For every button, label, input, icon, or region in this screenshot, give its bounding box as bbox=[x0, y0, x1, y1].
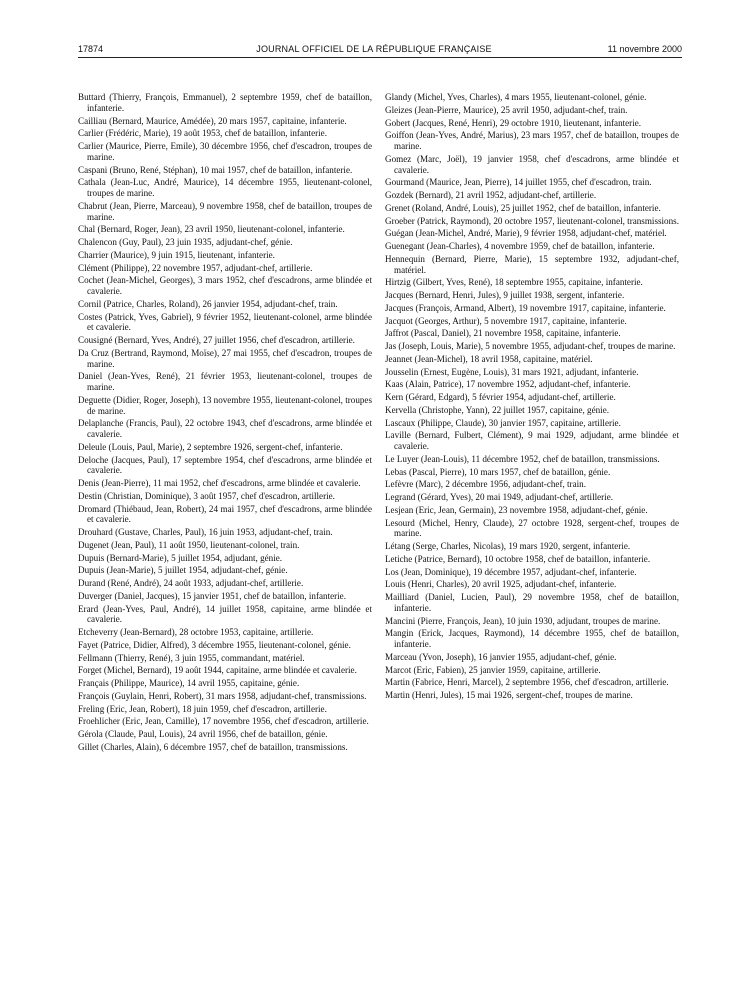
list-item: Kern (Gérard, Edgard), 5 février 1954, adjudant-chef, artillerie. bbox=[385, 392, 616, 402]
list-item: Chabrut (Jean, Pierre, Marceau), 9 novembre 1958, chef de bataillon, troupes de marine. bbox=[78, 200, 372, 222]
list-item: Glandy (Michel, Yves, Charles), 4 mars 1955, lieutenant-colonel, génie. bbox=[385, 92, 647, 102]
list-item: Jousselin (Ernest, Eugène, Louis), 31 mars 1921, adjudant, infanterie. bbox=[385, 366, 639, 377]
list-item: Mailliard (Daniel, Lucien, Paul), 29 novembre 1958, chef de bataillon, infanterie. bbox=[385, 592, 679, 613]
list-item: Martin (Henri, Jules), 15 mai 1926, sergent-chef, troupes de marine. bbox=[385, 690, 633, 700]
list-item: Duverger (Daniel, Jacques), 15 janvier 1951, chef de bataillon, infanterie. bbox=[78, 590, 346, 601]
list-item: Da Cruz (Bertrand, Raymond, Moïse), 27 mai 1955, chef d'escadron, troupes de marine. bbox=[78, 347, 372, 369]
list-item: Mangin (Erick, Jacques, Raymond), 14 décembre 1955, chef de bataillon, infanterie. bbox=[385, 628, 679, 649]
list-item: Guenegant (Jean-Charles), 4 novembre 1959, chef de bataillon, infanterie. bbox=[385, 241, 655, 251]
list-item: Etcheverry (Jean-Bernard), 28 octobre 1953, capitaine, artillerie. bbox=[78, 627, 314, 637]
list-item: Legrand (Gérard, Yves), 20 mai 1949, adjudant-chef, artillerie. bbox=[385, 492, 614, 502]
list-item: Forget (Michel, Bernard), 19 août 1944, capitaine, arme blindée et cavalerie. bbox=[78, 665, 357, 676]
list-item: François (Guylain, Henri, Robert), 31 mars 1958, adjudant-chef, transmissions. bbox=[78, 690, 367, 701]
list-item: Jacques (François, Armand, Albert), 19 novembre 1917, capitaine, infanterie. bbox=[385, 302, 666, 313]
list-item: Fellmann (Thierry, René), 3 juin 1955, commandant, matériel. bbox=[78, 652, 305, 663]
list-item: Denis (Jean-Pierre), 11 mai 1952, chef d'escadrons, arme blindée et cavalerie. bbox=[78, 478, 361, 488]
list-item: Chal (Bernard, Roger, Jean), 23 avril 1950, lieutenant-colonel, infanterie. bbox=[78, 224, 345, 235]
right-column bbox=[385, 92, 679, 703]
list-item: Carlier (Maurice, Pierre, Emile), 30 décembre 1956, chef d'escadron, troupes de marine. bbox=[78, 141, 372, 162]
list-item: Laville (Bernard, Fulbert, Clément), 9 mai 1929, adjudant, arme blindée et cavalerie. bbox=[385, 430, 679, 451]
page-number: 17874 bbox=[78, 44, 104, 54]
list-item: Cornil (Patrice, Charles, Roland), 26 janvier 1954, adjudant-chef, train. bbox=[78, 298, 338, 309]
list-item: Carlier (Frédéric, Marie), 19 août 1953, chef de bataillon, infanterie. bbox=[78, 128, 327, 139]
list-item: Cathala (Jean-Luc, André, Maurice), 14 décembre 1955, lieutenant-colonel, troupes de marine. bbox=[78, 177, 372, 198]
list-item: Lebas (Pascal, Pierre), 10 mars 1957, chef de bataillon, génie. bbox=[385, 466, 611, 477]
list-item: Gleizes (Jean-Pierre, Maurice), 25 avril 1950, adjudant-chef, train. bbox=[385, 104, 628, 115]
list-item: Hirtzig (Gilbert, Yves, René), 18 septembre 1955, capitaine, infanterie. bbox=[385, 277, 643, 288]
list-item: Durand (René, André), 24 août 1933, adjudant-chef, artillerie. bbox=[78, 578, 304, 588]
list-item: Marcot (Eric, Fabien), 25 janvier 1959, capitaine, artillerie. bbox=[385, 664, 601, 675]
list-item: Gérola (Claude, Paul, Louis), 24 avril 1956, chef de bataillon, génie. bbox=[78, 729, 328, 739]
list-item: Hennequin (Bernard, Pierre, Marie), 15 septembre 1932, adjudant-chef, matériel. bbox=[385, 253, 679, 275]
list-item: Deloche (Jacques, Paul), 17 septembre 1954, chef d'escadrons, arme blindée et cavalerie. bbox=[78, 454, 372, 476]
list-item: Chalencon (Guy, Paul), 23 juin 1935, adjudant-chef, génie. bbox=[78, 237, 293, 247]
list-item: Dupuis (Bernard-Marie), 5 juillet 1954, adjudant, génie. bbox=[78, 552, 283, 563]
list-item: Jaffrot (Pascal, Daniel), 21 novembre 1958, capitaine, infanterie. bbox=[385, 328, 621, 339]
list-item: Cailliau (Bernard, Maurice, Amédée), 20 mars 1957, capitaine, infanterie. bbox=[78, 115, 347, 126]
list-item: Fayet (Patrice, Didier, Alfred), 3 décembre 1955, lieutenant-colonel, génie. bbox=[78, 639, 351, 650]
page-header bbox=[0, 0, 748, 60]
list-item: Mancini (Pierre, François, Jean), 10 juin 1930, adjudant, troupes de marine. bbox=[385, 615, 661, 626]
list-item: Deguette (Didier, Roger, Joseph), 13 novembre 1955, lieutenant-colonel, troupes de marine. bbox=[78, 394, 372, 416]
list-item: Buttard (Thierry, François, Emmanuel), 2 septembre 1959, chef de bataillon, infanterie. bbox=[78, 92, 372, 113]
journal-title: JOURNAL OFFICIEL DE LA RÉPUBLIQUE FRANÇAISE bbox=[256, 44, 492, 54]
list-item: Lesourd (Michel, Henry, Claude), 27 octobre 1928, sergent-chef, troupes de marine. bbox=[385, 517, 679, 539]
list-item: Grenet (Roland, André, Louis), 25 juillet 1952, chef de bataillon, infanterie. bbox=[385, 202, 661, 213]
list-item: Marceau (Yvon, Joseph), 16 janvier 1955, adjudant-chef, génie. bbox=[385, 651, 617, 662]
list-item: Freling (Eric, Jean, Robert), 18 juin 1959, chef d'escadron, artillerie. bbox=[78, 703, 327, 714]
list-item: Jas (Joseph, Louis, Marie), 5 novembre 1955, adjudant-chef, troupes de marine. bbox=[385, 341, 676, 351]
list-item: Lefèvre (Marc), 2 décembre 1956, adjudant-chef, train. bbox=[385, 479, 586, 490]
left-column bbox=[78, 92, 372, 755]
list-item: Caspani (Bruno, René, Stéphan), 10 mai 1957, chef de bataillon, infanterie. bbox=[78, 164, 353, 175]
list-item: Kervella (Christophe, Yann), 22 juillet 1957, capitaine, génie. bbox=[385, 404, 610, 415]
list-item: Dromard (Thiébaud, Jean, Robert), 24 mai 1957, chef d'escadrons, arme blindée et cavalerie. bbox=[78, 503, 372, 525]
list-item: Gourmand (Maurice, Jean, Pierre), 14 juillet 1955, chef d'escadron, train. bbox=[385, 177, 652, 188]
list-item: Français (Philippe, Maurice), 14 avril 1955, capitaine, génie. bbox=[78, 678, 300, 688]
list-item: Costes (Patrick, Yves, Gabriel), 9 février 1952, lieutenant-colonel, arme blindée et cavalerie. bbox=[78, 311, 372, 333]
list-item: Martin (Fabrice, Henri, Marcel), 2 septembre 1956, chef d'escadron, artillerie. bbox=[385, 677, 669, 688]
header-rule bbox=[78, 57, 682, 58]
list-item: Cochet (Jean-Michel, Georges), 3 mars 1952, chef d'escadrons, arme blindée et cavalerie. bbox=[78, 275, 372, 296]
list-item: Jacques (Bernard, Henri, Jules), 9 juillet 1938, sergent, infanterie. bbox=[385, 290, 625, 300]
list-item: Goiffon (Jean-Yves, André, Marius), 23 mars 1957, chef de bataillon, troupes de marine. bbox=[385, 130, 679, 151]
list-item: Louis (Henri, Charles), 20 avril 1925, adjudant-chef, infanterie. bbox=[385, 579, 617, 590]
list-item: Jeannet (Jean-Michel), 18 avril 1958, capitaine, matériel. bbox=[385, 353, 593, 364]
list-item: Gozdek (Bernard), 21 avril 1952, adjudant-chef, artillerie. bbox=[385, 190, 597, 200]
list-item: Dugenet (Jean, Paul), 11 août 1950, lieutenant-colonel, train. bbox=[78, 539, 300, 550]
list-item: Guégan (Jean-Michel, André, Marie), 9 février 1958, adjudant-chef, matériel. bbox=[385, 228, 667, 239]
list-item: Gillet (Charles, Alain), 6 décembre 1957, chef de bataillon, transmissions. bbox=[78, 741, 348, 752]
issue-date: 11 novembre 2000 bbox=[607, 44, 682, 54]
list-item: Deleule (Louis, Paul, Marie), 2 septembre 1926, sergent-chef, infanterie. bbox=[78, 441, 343, 452]
list-item: Gobert (Jacques, René, Henri), 29 octobre 1910, lieutenant, infanterie. bbox=[385, 117, 642, 128]
list-item: Lascaux (Philippe, Claude), 30 janvier 1957, capitaine, artillerie. bbox=[385, 417, 621, 428]
list-item: Dupuis (Jean-Marie), 5 juillet 1954, adjudant-chef, génie. bbox=[78, 565, 288, 576]
list-item: Daniel (Jean-Yves, René), 21 février 1953, lieutenant-colonel, troupes de marine. bbox=[78, 371, 372, 392]
list-item: Lesjean (Eric, Jean, Germain), 23 novembre 1958, adjudant-chef, génie. bbox=[385, 504, 648, 515]
list-item: Groeber (Patrick, Raymond), 20 octobre 1957, lieutenant-colonel, transmissions. bbox=[385, 215, 679, 226]
list-item: Letiche (Patrice, Bernard), 10 octobre 1958, chef de bataillon, infanterie. bbox=[385, 553, 651, 564]
list-item: Gomez (Marc, Joël), 19 janvier 1958, chef d'escadrons, arme blindée et cavalerie. bbox=[385, 153, 679, 175]
list-item: Le Luyer (Jean-Louis), 11 décembre 1952, chef de bataillon, transmissions. bbox=[385, 453, 660, 464]
list-item: Delaplanche (Francis, Paul), 22 octobre 1943, chef d'escadrons, arme blindée et cavalerie. bbox=[78, 418, 372, 439]
list-item: Charrier (Maurice), 9 juin 1915, lieutenant, infanterie. bbox=[78, 249, 275, 260]
list-item: Cousigné (Bernard, Yves, André), 27 juillet 1956, chef d'escadron, artillerie. bbox=[78, 335, 355, 345]
list-item: Létang (Serge, Charles, Nicolas), 19 mars 1920, sergent, infanterie. bbox=[385, 541, 631, 551]
list-item: Destin (Christian, Dominique), 3 août 1957, chef d'escadron, artillerie. bbox=[78, 490, 335, 501]
list-item: Clément (Philippe), 22 novembre 1957, adjudant-chef, artillerie. bbox=[78, 262, 313, 273]
list-item: Erard (Jean-Yves, Paul, André), 14 juillet 1958, capitaine, arme blindée et cavalerie. bbox=[78, 603, 372, 625]
list-item: Jacquot (Georges, Arthur), 5 novembre 1917, capitaine, infanterie. bbox=[385, 315, 627, 326]
list-item: Froehlicher (Eric, Jean, Camille), 17 novembre 1956, chef d'escadron, artillerie. bbox=[78, 716, 369, 727]
list-item: Kaas (Alain, Patrice), 17 novembre 1952, adjudant-chef, infanterie. bbox=[385, 379, 631, 390]
list-item: Los (Jean, Dominique), 19 décembre 1957, adjudant-chef, infanterie. bbox=[385, 566, 637, 577]
list-item: Drouhard (Gustave, Charles, Paul), 16 juin 1953, adjudant-chef, train. bbox=[78, 527, 333, 537]
